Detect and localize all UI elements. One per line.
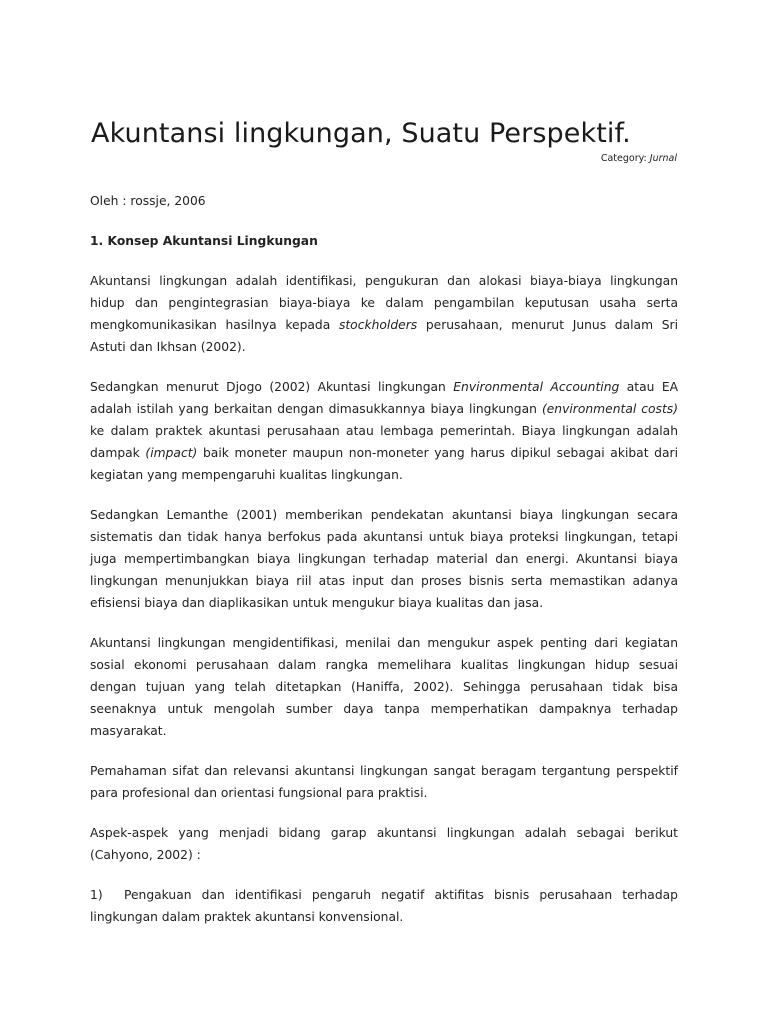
paragraph-1-emphasis: stockholders [338,318,418,332]
paragraph-2-text-c: ke dalam praktek akuntasi perusahaan atau lembaga pemerintah. Biaya lingkungan adalah dampak [90,424,678,460]
paragraph-1-text-b: perusahaan, menurut Junus dalam Sri Astuti dan Ikhsan (2002). [90,318,678,354]
paragraph-1 [90,270,678,358]
paragraph-2-emphasis-3: (impact) [145,446,198,460]
article-title: Akuntansi lingkungan, Suatu Perspektif. [91,118,631,149]
paragraph-6: Aspek-aspek yang menjadi bidang garap akuntansi lingkungan adalah sebagai berikut (Cahyono, 2002) : [90,826,678,862]
paragraph-2-text-d: baik moneter maupun non-moneter yang harus dipikul sebagai akibat dari kegiatan yang mempengaruhi kualitas lingkungan. [90,446,678,482]
paragraph-2-text-b: atau EA adalah istilah yang berkaitan dengan dimasukkannya biaya lingkungan [90,380,679,416]
article-body [90,190,678,946]
paragraph-3: Sedangkan Lemanthe (2001) memberikan pendekatan akuntansi biaya lingkungan secara sistematis dan tidak hanya berfokus pada akuntansi untuk biaya proteksi lingkungan, tetapi juga mempertimbangkan biaya lingkungan terhadap material dan energi. Akuntansi biaya lingkungan menunjukkan biaya riil atas input dan proses bisnis serta memastikan adanya efisiensi biaya dan diaplikasikan untuk mengukur biaya kualitas dan jasa. [90,508,678,610]
list-item [90,884,678,928]
paragraph-5: Pemahaman sifat dan relevansi akuntansi lingkungan sangat beragam tergantung perspektif para profesional dan orientasi fungsional para praktisi. [90,764,678,800]
paragraph-2-text-a: Sedangkan menurut Djogo (2002) Akuntasi lingkungan [90,380,454,394]
list-item-number: 1) [90,888,103,902]
category-label: Category: [600,153,647,164]
paragraph-2 [90,376,678,486]
category-line [601,153,677,164]
list-item-text: Pengakuan dan identifikasi pengaruh negatif aktifitas bisnis perusahaan terhadap lingkungan dalam praktek akuntansi konvensional. [90,888,678,924]
paragraph-4: Akuntansi lingkungan mengidentifikasi, menilai dan mengukur aspek penting dari kegiatan sosial ekonomi perusahaan dalam rangka memelihara kualitas lingkungan hidup sesuai dengan tujuan yang telah ditetapkan (Haniffa, 2002). Sehingga perusahaan tidak bisa seenaknya untuk mengolah sumber daya tanpa memperhatikan dampaknya terhadap masyarakat. [90,636,678,738]
byline: Oleh : rossje, 2006 [90,194,206,208]
section-heading: 1. Konsep Akuntansi Lingkungan [90,234,318,248]
paragraph-1-text-a: Akuntansi lingkungan adalah identifikasi, pengukuran dan alokasi biaya-biaya lingkungan hidup dan pengintegrasian biaya-biaya ke dalam pengambilan keputusan usaha serta mengkomunikasikan hasilnya kepada [90,274,678,332]
paragraph-2-emphasis-1: Environmental Accounting [453,380,620,394]
category-value: Jurnal [649,153,677,164]
paragraph-2-emphasis-2: (environmental costs) [541,402,678,416]
